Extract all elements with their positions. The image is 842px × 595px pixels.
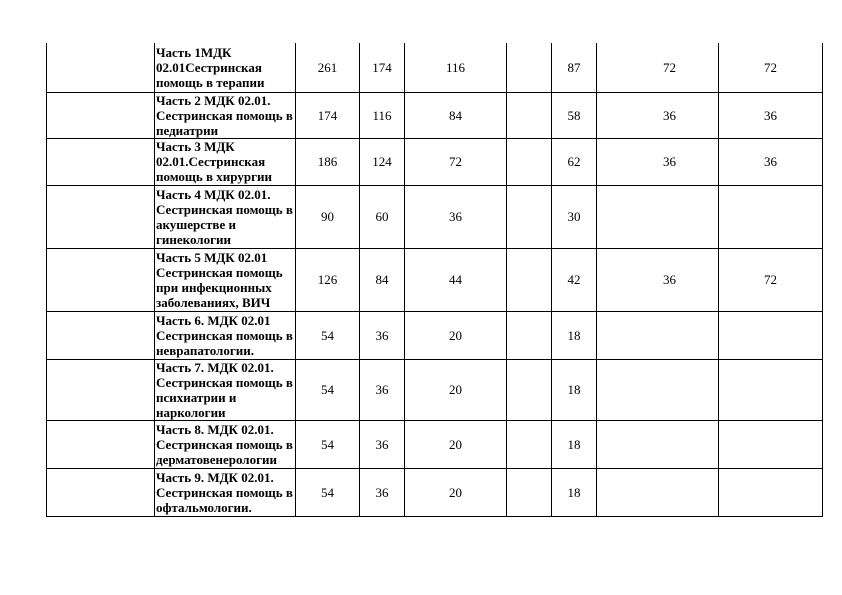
code-cell <box>47 311 155 359</box>
table-row <box>47 248 823 311</box>
value-cell <box>507 138 552 185</box>
value-cell: 54 <box>296 420 360 468</box>
value-cell: 36 <box>597 248 719 311</box>
code-cell <box>47 420 155 468</box>
value-cell: 174 <box>296 92 360 138</box>
discipline-name: Часть 9. МДК 02.01. Сестринская помощь в офтальмологии. <box>155 468 296 516</box>
value-cell: 62 <box>552 138 597 185</box>
curriculum-table <box>46 43 823 517</box>
value-cell <box>719 311 823 359</box>
table-row <box>47 311 823 359</box>
value-cell <box>507 311 552 359</box>
value-cell: 18 <box>552 311 597 359</box>
code-cell <box>47 138 155 185</box>
value-cell: 116 <box>360 92 405 138</box>
discipline-name: Часть 6. МДК 02.01 Сестринская помощь в неврапатологии. <box>155 311 296 359</box>
value-cell: 36 <box>405 185 507 248</box>
value-cell: 30 <box>552 185 597 248</box>
value-cell: 36 <box>360 420 405 468</box>
value-cell <box>719 468 823 516</box>
value-cell: 36 <box>360 311 405 359</box>
discipline-name: Часть 4 МДК 02.01. Сестринская помощь в акушерстве и гинекологии <box>155 185 296 248</box>
table-row <box>47 138 823 185</box>
table-row <box>47 468 823 516</box>
value-cell: 18 <box>552 420 597 468</box>
value-cell: 124 <box>360 138 405 185</box>
code-cell <box>47 185 155 248</box>
value-cell: 54 <box>296 468 360 516</box>
code-cell <box>47 43 155 92</box>
table-row <box>47 420 823 468</box>
value-cell: 36 <box>597 138 719 185</box>
discipline-name: Часть 5 МДК 02.01 Сестринская помощь при инфекционных заболеваниях, ВИЧ <box>155 248 296 311</box>
table-row <box>47 43 823 92</box>
value-cell: 90 <box>296 185 360 248</box>
value-cell: 20 <box>405 468 507 516</box>
value-cell: 42 <box>552 248 597 311</box>
value-cell: 18 <box>552 468 597 516</box>
value-cell: 54 <box>296 359 360 420</box>
value-cell: 36 <box>360 468 405 516</box>
value-cell <box>507 359 552 420</box>
value-cell <box>507 185 552 248</box>
value-cell: 20 <box>405 311 507 359</box>
table-row <box>47 185 823 248</box>
value-cell <box>597 311 719 359</box>
value-cell <box>597 185 719 248</box>
value-cell: 126 <box>296 248 360 311</box>
code-cell <box>47 359 155 420</box>
value-cell: 36 <box>719 92 823 138</box>
value-cell: 54 <box>296 311 360 359</box>
value-cell: 36 <box>360 359 405 420</box>
discipline-name: Часть 8. МДК 02.01. Сестринская помощь в дерматовенерологии <box>155 420 296 468</box>
code-cell <box>47 468 155 516</box>
value-cell: 84 <box>360 248 405 311</box>
value-cell: 20 <box>405 359 507 420</box>
code-cell <box>47 248 155 311</box>
discipline-name: Часть 3 МДК 02.01.Сестринская помощь в хирургии <box>155 138 296 185</box>
value-cell <box>597 359 719 420</box>
value-cell: 44 <box>405 248 507 311</box>
value-cell <box>597 468 719 516</box>
discipline-name: Часть 1МДК 02.01Сестринская помощь в терапии <box>155 43 296 92</box>
value-cell: 72 <box>719 43 823 92</box>
table-row <box>47 359 823 420</box>
code-cell <box>47 92 155 138</box>
value-cell: 84 <box>405 92 507 138</box>
value-cell <box>507 43 552 92</box>
value-cell <box>507 92 552 138</box>
value-cell <box>719 420 823 468</box>
value-cell <box>719 185 823 248</box>
value-cell: 186 <box>296 138 360 185</box>
value-cell: 72 <box>405 138 507 185</box>
value-cell: 261 <box>296 43 360 92</box>
value-cell: 174 <box>360 43 405 92</box>
value-cell: 18 <box>552 359 597 420</box>
table-row <box>47 92 823 138</box>
value-cell: 72 <box>597 43 719 92</box>
value-cell <box>507 420 552 468</box>
value-cell: 87 <box>552 43 597 92</box>
value-cell: 116 <box>405 43 507 92</box>
value-cell: 20 <box>405 420 507 468</box>
discipline-name: Часть 7. МДК 02.01. Сестринская помощь в психиатрии и наркологии <box>155 359 296 420</box>
value-cell <box>507 468 552 516</box>
value-cell: 36 <box>597 92 719 138</box>
value-cell: 36 <box>719 138 823 185</box>
value-cell: 58 <box>552 92 597 138</box>
discipline-name: Часть 2 МДК 02.01. Сестринская помощь в педиатрии <box>155 92 296 138</box>
value-cell <box>719 359 823 420</box>
value-cell: 60 <box>360 185 405 248</box>
value-cell: 72 <box>719 248 823 311</box>
value-cell <box>507 248 552 311</box>
value-cell <box>597 420 719 468</box>
